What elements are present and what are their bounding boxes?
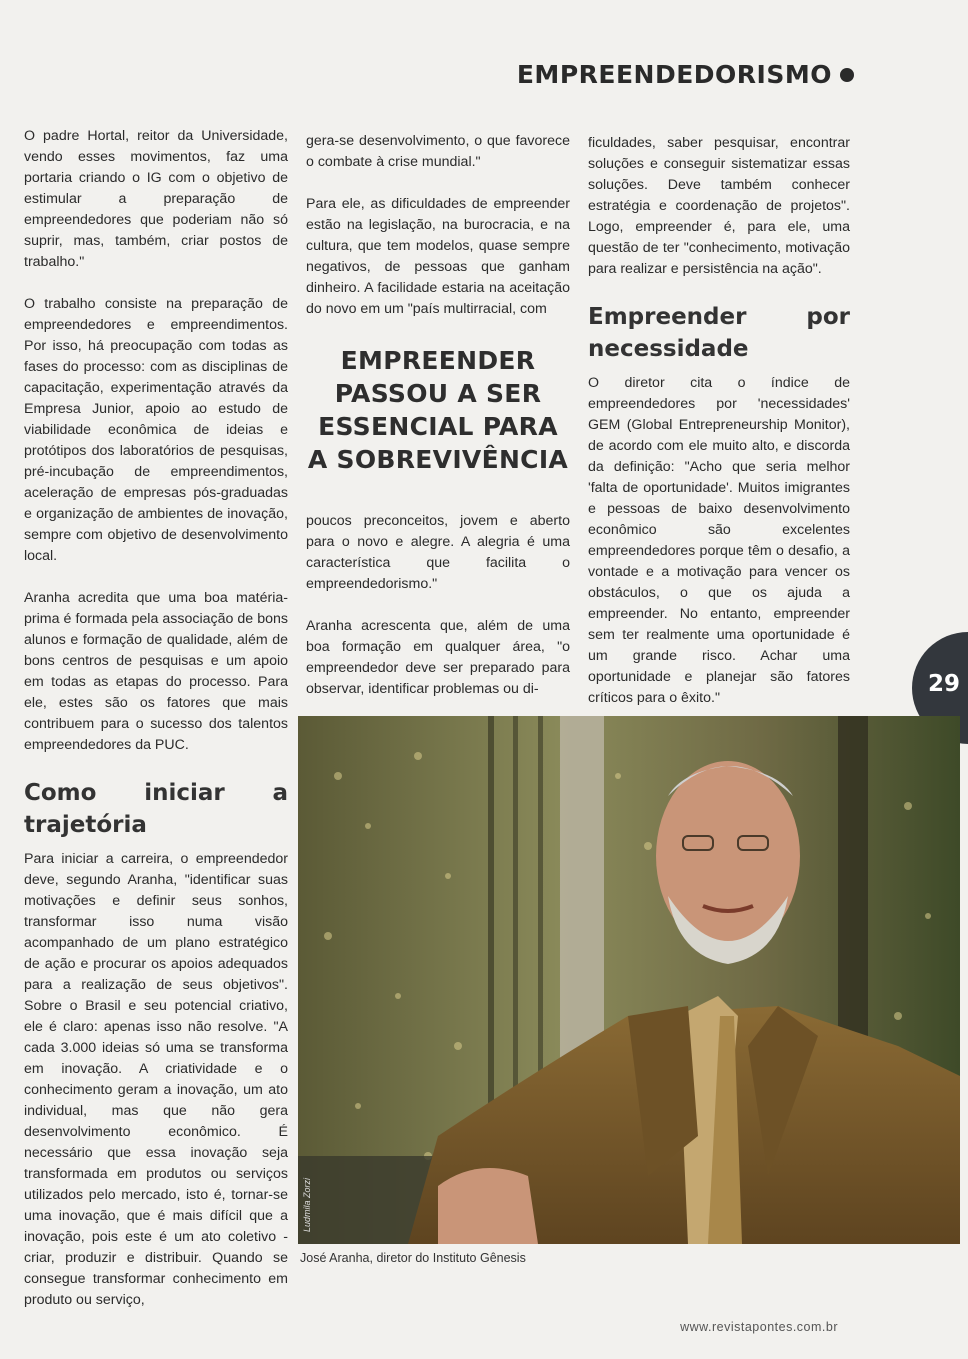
subheading-como-iniciar: Como iniciar a trajetória xyxy=(24,780,288,838)
paragraph: Para iniciar a carreira, o empreendedor deve, segundo Aranha, "identificar suas motivações e definir seus sonhos, transformar isso numa visão acompanhado de um plano estratégico de ação e procurar os apoios adequados para a realização de seus objetivos". Sobre o Brasil e seu potencial criativo, ele é claro: apenas isso não resolve. "A cada 3.000 ideias só uma se transforma em inovação. A criatividade e o conhecimento geram a inovação, um ato individual, mas que não gera desenvolvimento econômico. É necessário que essa inovação seja transformada em produtos ou serviços utilizados pelo mercado, isto é, tornar-se uma inovação, que é mais difícil que a inovação, pois este é um ato coletivo - criar, produzir e distribuir. Quando se consegue transformar conhecimento em produto ou serviço, xyxy=(24,851,288,1308)
article-column-2-top xyxy=(306,131,570,341)
paragraph: Aranha acredita que uma boa matéria-prima é formada pela associação de bons alunos e formação de qualidade, além de bons centros de pesquisas e um apoio em todas as etapas do processo. Para ele, estes são os fatores que mais contribuem para o sucesso dos talentos empreendedores da PUC. xyxy=(24,590,288,753)
paragraph: O diretor cita o índice de empreendedores por 'necessidades' GEM (Global Entrepreneurship Monitor), de acordo com ele muito alto, e discorda da definição: "Acho que seria melhor 'falta de oportunidade'. Muitos imigrantes e pessoas de baixo desenvolvimento econômico são excelentes empreendedores porque têm o desafio, a vontade e a motivação para vencer os obstáculos, o que os ajuda a empreender. No entanto, empreender sem ter realmente uma oportunidade é um grande risco. Achar uma oportunidade e planejar são fatores críticos para o êxito." xyxy=(588,375,850,706)
portrait-photo xyxy=(298,716,960,1244)
section-title: EMPREENDEDORISMO xyxy=(516,60,832,89)
article-column-3 xyxy=(588,133,850,730)
paragraph: O padre Hortal, reitor da Universidade, vendo esses movimentos, faz uma portaria criando o IG com o objetivo de estimular a preparação de empreendedores que poderiam não só suprir, mas, também, criar postos de trabalho." xyxy=(24,128,288,270)
bullet-dot-icon xyxy=(840,68,854,82)
paragraph: gera-se desenvolvimento, o que favorece o combate à crise mundial." xyxy=(306,133,570,170)
website-url: www.revistapontes.com.br xyxy=(680,1320,838,1334)
pull-quote: EMPREENDER PASSOU A SER ESSENCIAL PARA A SOBREVIVÊNCIA xyxy=(307,346,569,474)
portrait-illustration xyxy=(298,716,960,1244)
page-number: 29 xyxy=(927,671,960,697)
subheading-empreender-necessidade: Empreender por necessidade xyxy=(588,304,850,362)
paragraph: Aranha acrescenta que, além de uma boa formação em qualquer área, "o empreendedor deve ser preparado para observar, identificar problemas ou di- xyxy=(306,618,570,697)
paragraph: poucos preconceitos, jovem e aberto para o novo e alegre. A alegria é uma característica que facilita o empreendedorismo." xyxy=(306,513,570,592)
photo-caption: José Aranha, diretor do Instituto Gênesis xyxy=(300,1251,526,1265)
paragraph: O trabalho consiste na preparação de empreendedores e empreendimentos. Por isso, há preocupação com todas as fases do processo: com as disciplinas de capacitação, experimentação através da Empresa Junior, apoio ao estudo de viabilidade econômica de ideias e protótipos dos laboratórios de pesquisas, pré-incubação de empreendimentos, aceleração de empresas pós-graduadas e organização de ambientes de inovação, sempre com objetivo de desenvolvimento local. xyxy=(24,296,288,564)
paragraph: Para ele, as dificuldades de empreender estão na legislação, na burocracia, e na cultura, que tem modelos, quase sempre negativos, de pessoas que ganham dinheiro. A facilidade estaria na aceitação do novo em um "país multirracial, com xyxy=(306,196,570,317)
article-column-2-bottom xyxy=(306,511,570,721)
photo-credit: Ludmila Zorzi xyxy=(302,1177,312,1232)
section-header xyxy=(517,60,854,89)
article-column-1 xyxy=(24,126,288,1332)
paragraph: ficuldades, saber pesquisar, encontrar soluções e conseguir sistematizar essas soluções. Deve também conhecer estratégia e coordenação de projetos". Logo, empreender é, para ele, uma questão de ter "conhecimento, motivação para realizar e persistência na ação". xyxy=(588,135,850,277)
